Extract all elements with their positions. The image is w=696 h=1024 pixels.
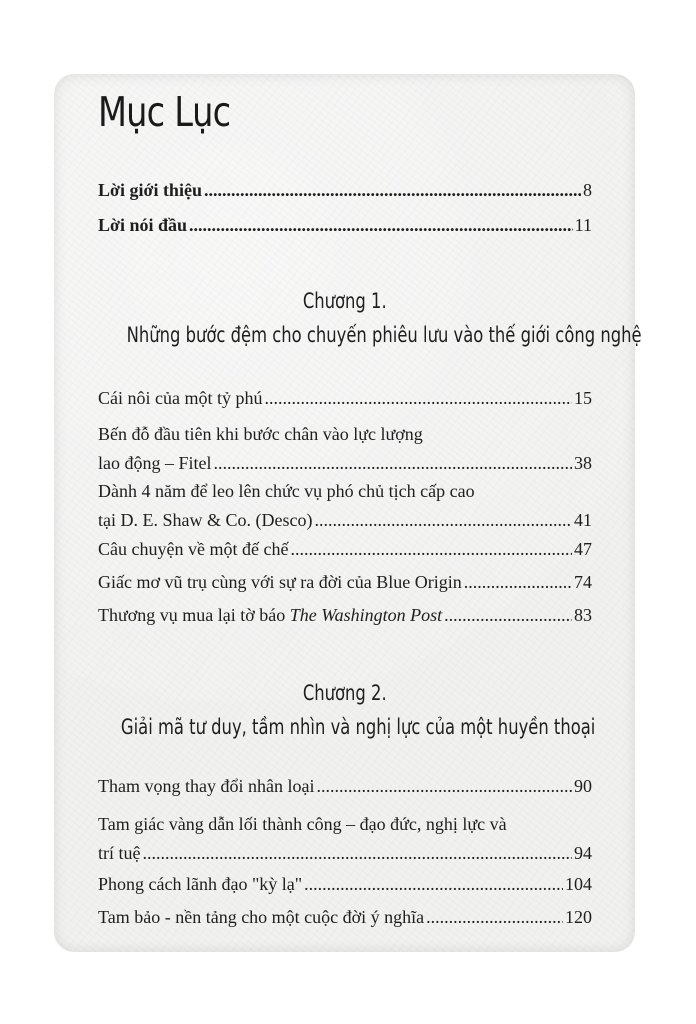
toc-entry bbox=[98, 384, 592, 413]
toc-entry-label: Lời giới thiệu bbox=[98, 180, 202, 200]
toc-entry-label: tại D. E. Shaw & Co. (Desco) bbox=[98, 510, 313, 530]
dot-leader bbox=[290, 535, 572, 564]
toc-entry-label: lao động – Fitel bbox=[98, 453, 212, 473]
toc-page-number: 8 bbox=[583, 180, 592, 200]
toc-page-number: 11 bbox=[574, 215, 592, 235]
toc-entry bbox=[98, 903, 592, 932]
dot-leader bbox=[316, 772, 572, 801]
chapter-name: Những bước đệm cho chuyến phiêu lưu vào thế giới công nghệ bbox=[126, 323, 642, 347]
toc-entry-label bbox=[98, 601, 442, 630]
toc-page-number: 74 bbox=[574, 572, 592, 592]
toc-entry bbox=[98, 870, 592, 899]
dot-leader bbox=[214, 449, 573, 478]
toc-page-number: 104 bbox=[565, 874, 592, 894]
toc-entry-label: Tham vọng thay đổi nhân loại bbox=[98, 776, 315, 796]
toc-page-number: 83 bbox=[574, 605, 592, 625]
toc-page-number: 15 bbox=[574, 388, 592, 408]
toc-entry-label: Lời nói đầu bbox=[98, 215, 188, 235]
page-title: Mục Lục bbox=[98, 88, 231, 136]
toc-entry-intro bbox=[98, 176, 592, 205]
toc-page-number: 120 bbox=[565, 907, 592, 927]
toc-entry-label: Tam bảo - nền tảng cho một cuộc đời ý nghĩa bbox=[98, 907, 425, 927]
chapter-number: Chương 1. bbox=[302, 289, 387, 313]
toc-entry-label: Phong cách lãnh đạo "kỳ lạ" bbox=[98, 874, 303, 894]
toc-entry-label: trí tuệ bbox=[98, 843, 141, 863]
chapter-2-heading bbox=[54, 676, 635, 744]
dot-leader bbox=[426, 903, 563, 932]
toc-entry bbox=[98, 772, 592, 801]
toc-page-number: 47 bbox=[574, 539, 592, 559]
toc-entry-line1: Tam giác vàng dẫn lối thành công – đạo đức, nghị lực và bbox=[98, 814, 507, 834]
toc-entry-label-text: Thương vụ mua lại tờ báo bbox=[98, 605, 290, 625]
publication-title: The Washington Post bbox=[289, 605, 443, 625]
dot-leader bbox=[143, 839, 573, 868]
chapter-number: Chương 2. bbox=[302, 681, 387, 705]
dot-leader bbox=[464, 568, 572, 597]
dot-leader bbox=[444, 601, 572, 630]
dot-leader bbox=[264, 384, 572, 413]
toc-entry-line1: Dành 4 năm để leo lên chức vụ phó chủ tịch cấp cao bbox=[98, 481, 475, 501]
toc-entry bbox=[98, 601, 592, 630]
toc-page-number: 38 bbox=[574, 453, 592, 473]
toc-entry bbox=[98, 810, 592, 868]
toc-entry bbox=[98, 477, 592, 535]
dot-leader bbox=[314, 506, 572, 535]
toc-entry bbox=[98, 568, 592, 597]
dot-leader bbox=[189, 211, 573, 240]
toc-entry-label: Câu chuyện về một đế chế bbox=[98, 539, 289, 559]
chapter-1-heading bbox=[54, 284, 642, 352]
toc-page-number: 41 bbox=[574, 510, 592, 530]
toc-entry bbox=[98, 420, 592, 478]
toc-page-number: 94 bbox=[574, 843, 592, 863]
toc-entry-label: Cái nôi của một tỷ phú bbox=[98, 388, 263, 408]
toc-entry-line1: Bến đỗ đầu tiên khi bước chân vào lực lượng bbox=[98, 424, 423, 444]
dot-leader bbox=[304, 870, 563, 899]
toc-page-number: 90 bbox=[574, 776, 592, 796]
toc-entry bbox=[98, 535, 592, 564]
dot-leader bbox=[204, 176, 581, 205]
toc-entry-label: Giấc mơ vũ trụ cùng với sự ra đời của Blue Origin bbox=[98, 572, 462, 592]
toc-entry-preface bbox=[98, 211, 592, 240]
chapter-name: Giải mã tư duy, tầm nhìn và nghị lực của một huyền thoại bbox=[120, 715, 596, 739]
